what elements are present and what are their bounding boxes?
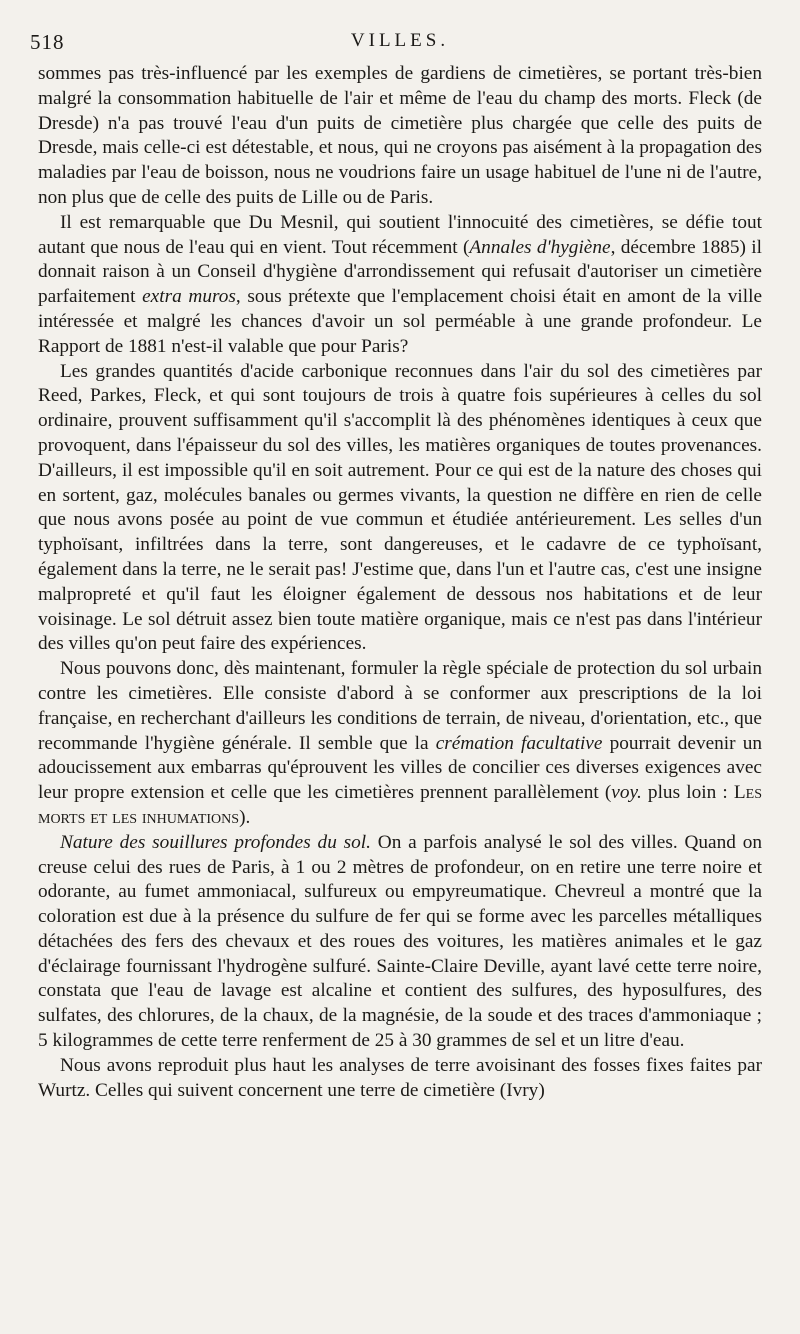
paragraph-4-text-c: pourrait devenir un adoucissement aux embarras qu'éprouvent les villes de concilier ces diverses exigences avec leur propre extension et celle que les cimetières prennent parallèlement (	[38, 732, 763, 804]
paragraph-2-text-c: , décembre 1885) il donnait raison à un Conseil d'hygiène d'arrondissement qui refusait d'autoriser un cimetière parfaitement	[38, 236, 762, 308]
section-heading: Nature des souillures profondes du sol.	[60, 831, 371, 853]
voy-abbreviation: voy.	[611, 782, 642, 804]
journal-title: Annales d'hygiène	[469, 236, 611, 258]
paragraph-5	[38, 831, 762, 1054]
paragraph-5-text-b: On a parfois analysé le sol des villes. Quand on creuse celui des rues de Paris, à 1 ou 2 mètres de profondeur, on en retire une terre noire et odorante, au fumet ammoniacal, sulfureux ou empyreumatique. Chevreul a montré que la coloration est due à la présence du sulfure de fer qui se forme avec les parcelles métalliques détachées des fers des chevaux et des roues des voitures, les matières animales et le gaz d'éclairage fournissant l'hydrogène sulfuré. Sainte-Claire Deville, ayant lavé cette terre noire, constata que l'eau de lavage est alcaline et contient des sulfures, des hyposulfures, des sulfates, des chlorures, de la chaux, de la magnésie, de la soude et des traces d'ammoniaque ; 5 kilogrammes de cette terre renferment de 25 à 30 grammes de sel et un litre d'eau.	[38, 831, 762, 1052]
paragraph-2-text-e: , sous prétexte que l'emplacement choisi était en amont de la ville intéressée et malgré les chances d'avoir un sol perméable à une grande profondeur. Le Rapport de 1881 n'est-il valable que pour Paris?	[38, 286, 762, 357]
cross-reference: Les morts et les inhumations	[38, 782, 762, 828]
latin-phrase: extra muros	[142, 286, 236, 308]
paragraph-6: Nous avons reproduit plus haut les analyses de terre avoisinant des fosses fixes faites par Wurtz. Celles qui suivent concernent une terre de cimetière (Ivry)	[38, 1054, 762, 1101]
paragraph-2-text-a: Il est remarquable que Du Mesnil, qui soutient l'innocuité des cimetières, se défie tout autant que nous de l'eau qui en vient. Tout récemment (	[38, 211, 762, 258]
running-head: VILLES.	[350, 30, 450, 51]
paragraph-4-text-a: Nous pouvons donc, dès maintenant, formuler la règle spéciale de protection du sol urbain contre les cimetières. Elle consiste d'abord à se conformer aux prescriptions de la loi française, en recherchant d'ailleurs les conditions de terrain, de niveau, d'orientation, etc., que recommande l'hygiène générale. Il semble que la	[38, 658, 762, 754]
body-text	[38, 62, 762, 1103]
cremation-term: crémation facultative	[435, 732, 603, 754]
paragraph-4-text-e: plus loin :	[641, 782, 734, 804]
paragraph-3: Les grandes quantités d'acide carbonique reconnues dans l'air du sol des cimetières par Reed, Parkes, Fleck, et qui sont toujours de trois à quatre fois supérieures à celles du sol ordinaire, prouvent suffisamment qu'il s'accomplit là des phénomènes identiques à ceux que provoquent, dans l'épaisseur du sol des villes, les matières organiques de toutes provenances. D'ailleurs, il est impossible qu'il en soit autrement. Pour ce qui est de la nature des choses qui en sortent, gaz, molécules banales ou germes vivants, la question ne diffère en rien de celle que nous avons posée au point de vue commun et étudiée antérieurement. Les selles d'un typhoïsant, infiltrées dans la terre, sont dangereuses, et le cadavre de ce typhoïsant, également dans la terre, ne le serait pas! J'estime que, dans l'un et l'autre cas, c'est une insigne malpropreté et qu'il faut les éloigner également de dessous nos habitations et de leur voisinage. Le sol détruit assez bien toute matière organique, mais ce n'est pas dans l'intérieur des villes qu'on peut faire des expériences.	[38, 360, 762, 655]
paragraph-1: sommes pas très-influencé par les exemples de gardiens de cimetières, se portant très-bien malgré la consommation habituelle de l'air et même de l'eau du champ des morts. Fleck (de Dresde) n'a pas trouvé l'eau d'un puits de cimetière plus chargée que celle des puits de Dresde, mais celle-ci est détestable, et nous, qui ne croyons pas aisément à la propagation des maladies par l'eau de boisson, nous ne voudrions faire un usage habituel de l'une ni de l'autre, non plus que de celle des puits de Lille ou de Paris.	[38, 63, 762, 208]
paragraph-4-text-g: ).	[239, 806, 251, 828]
paragraph-4	[38, 657, 762, 831]
page-number: 518	[30, 30, 65, 54]
page-header	[0, 26, 800, 60]
paragraph-2	[38, 211, 762, 360]
